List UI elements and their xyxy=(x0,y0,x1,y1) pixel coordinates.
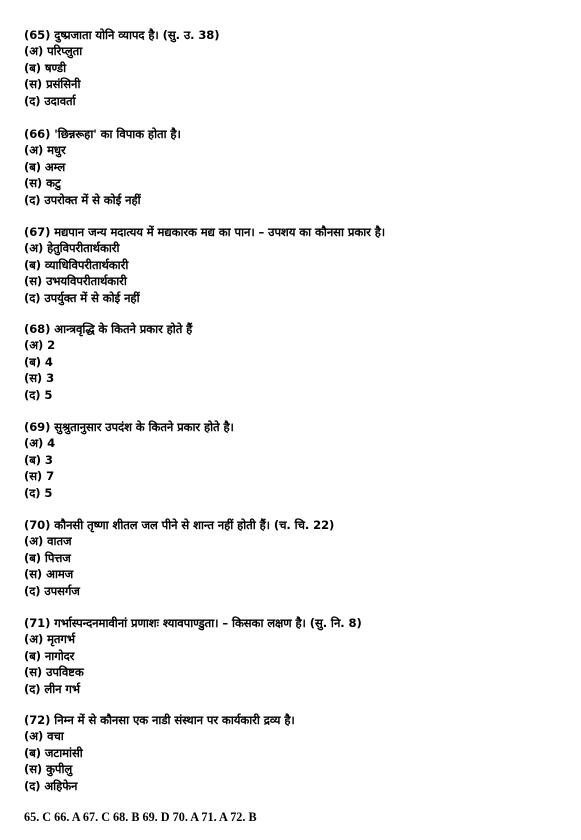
option-b: (ब) अम्ल xyxy=(24,159,66,174)
option-d: (द) 5 xyxy=(24,485,53,500)
answer-key: 65. C 66. A 67. C 68. B 69. D 70. A 71. A 72. B xyxy=(24,810,257,824)
question-text: (70) कौनसी तृष्णा शीतल जल पीने से शान्त नहीं होती हैं। (च. चि. 22) xyxy=(24,518,335,532)
option-d: (द) उदावर्ता xyxy=(24,93,76,108)
option-c: (स) 7 xyxy=(24,469,55,484)
option-c: (स) प्रसंसिनी xyxy=(24,77,81,92)
option-c: (स) 3 xyxy=(24,371,55,386)
option-a: (अ) 4 xyxy=(24,436,56,451)
option-a: (अ) हेतुविपरीतार्थकारी xyxy=(24,241,120,256)
option-a: (अ) वातज xyxy=(24,534,72,549)
question-text: (71) गर्भास्पन्दनमावीनां प्रणाशः श्यावपाण्डुता। – किसका लक्षण है। (सु. नि. 8) xyxy=(24,616,362,630)
question-block xyxy=(24,615,564,697)
option-a: (अ) परिप्लुता xyxy=(24,44,83,59)
option-c: (स) आमज xyxy=(24,567,74,582)
option-b: (ब) षण्डी xyxy=(24,60,66,75)
question-text: (72) निम्न में से कौनसा एक नाडी संस्थान पर कार्यकारी द्रव्य है। xyxy=(24,713,295,727)
question-text: (65) दुष्प्रजाता योनि व्यापद है। (सु. उ. 38) xyxy=(24,28,220,42)
option-d: (द) उपसर्गज xyxy=(24,583,80,598)
question-text: (67) मद्यपान जन्य मदात्यय में मद्यकारक मद्य का पान। – उपशय का कौनसा प्रकार है। xyxy=(24,225,386,239)
option-d: (द) अहिफेन xyxy=(24,778,78,793)
question-block xyxy=(24,712,564,794)
option-b: (ब) व्याधिविपरीतार्थकारी xyxy=(24,257,129,272)
question-block xyxy=(24,517,564,599)
option-a: (अ) मधुर xyxy=(24,143,66,158)
question-block xyxy=(24,224,564,306)
question-block xyxy=(24,321,564,403)
question-text: (68) आन्त्रवृद्धि के कितने प्रकार होते हैं xyxy=(24,322,193,336)
option-b: (ब) पित्तज xyxy=(24,550,71,565)
option-a: (अ) 2 xyxy=(24,338,56,353)
question-block xyxy=(24,419,564,501)
option-c: (स) कटु xyxy=(24,176,61,191)
question-block xyxy=(24,126,564,208)
option-b: (ब) 4 xyxy=(24,354,53,369)
option-d: (द) उपर्युक्त में से कोई नहीं xyxy=(24,290,140,305)
option-c: (स) कुपीलु xyxy=(24,762,73,777)
option-a: (अ) मृतगर्भ xyxy=(24,632,75,647)
option-d: (द) उपरोक्त में से कोई नहीं xyxy=(24,192,141,207)
question-block xyxy=(24,27,564,109)
option-d: (द) लीन गर्भ xyxy=(24,681,80,696)
option-b: (ब) जटामांसी xyxy=(24,745,83,760)
option-b: (ब) 3 xyxy=(24,452,53,467)
question-text: (66) 'छिन्नरूहा' का विपाक होता है। xyxy=(24,127,181,141)
option-d: (द) 5 xyxy=(24,387,53,402)
question-text: (69) सुश्रुतानुसार उपदंश के कितने प्रकार होते है। xyxy=(24,420,234,434)
option-b: (ब) नागोदर xyxy=(24,648,75,663)
option-c: (स) उभयविपरीतार्थकारी xyxy=(24,274,127,289)
option-c: (स) उपविष्टक xyxy=(24,665,84,680)
option-a: (अ) वचा xyxy=(24,729,64,744)
